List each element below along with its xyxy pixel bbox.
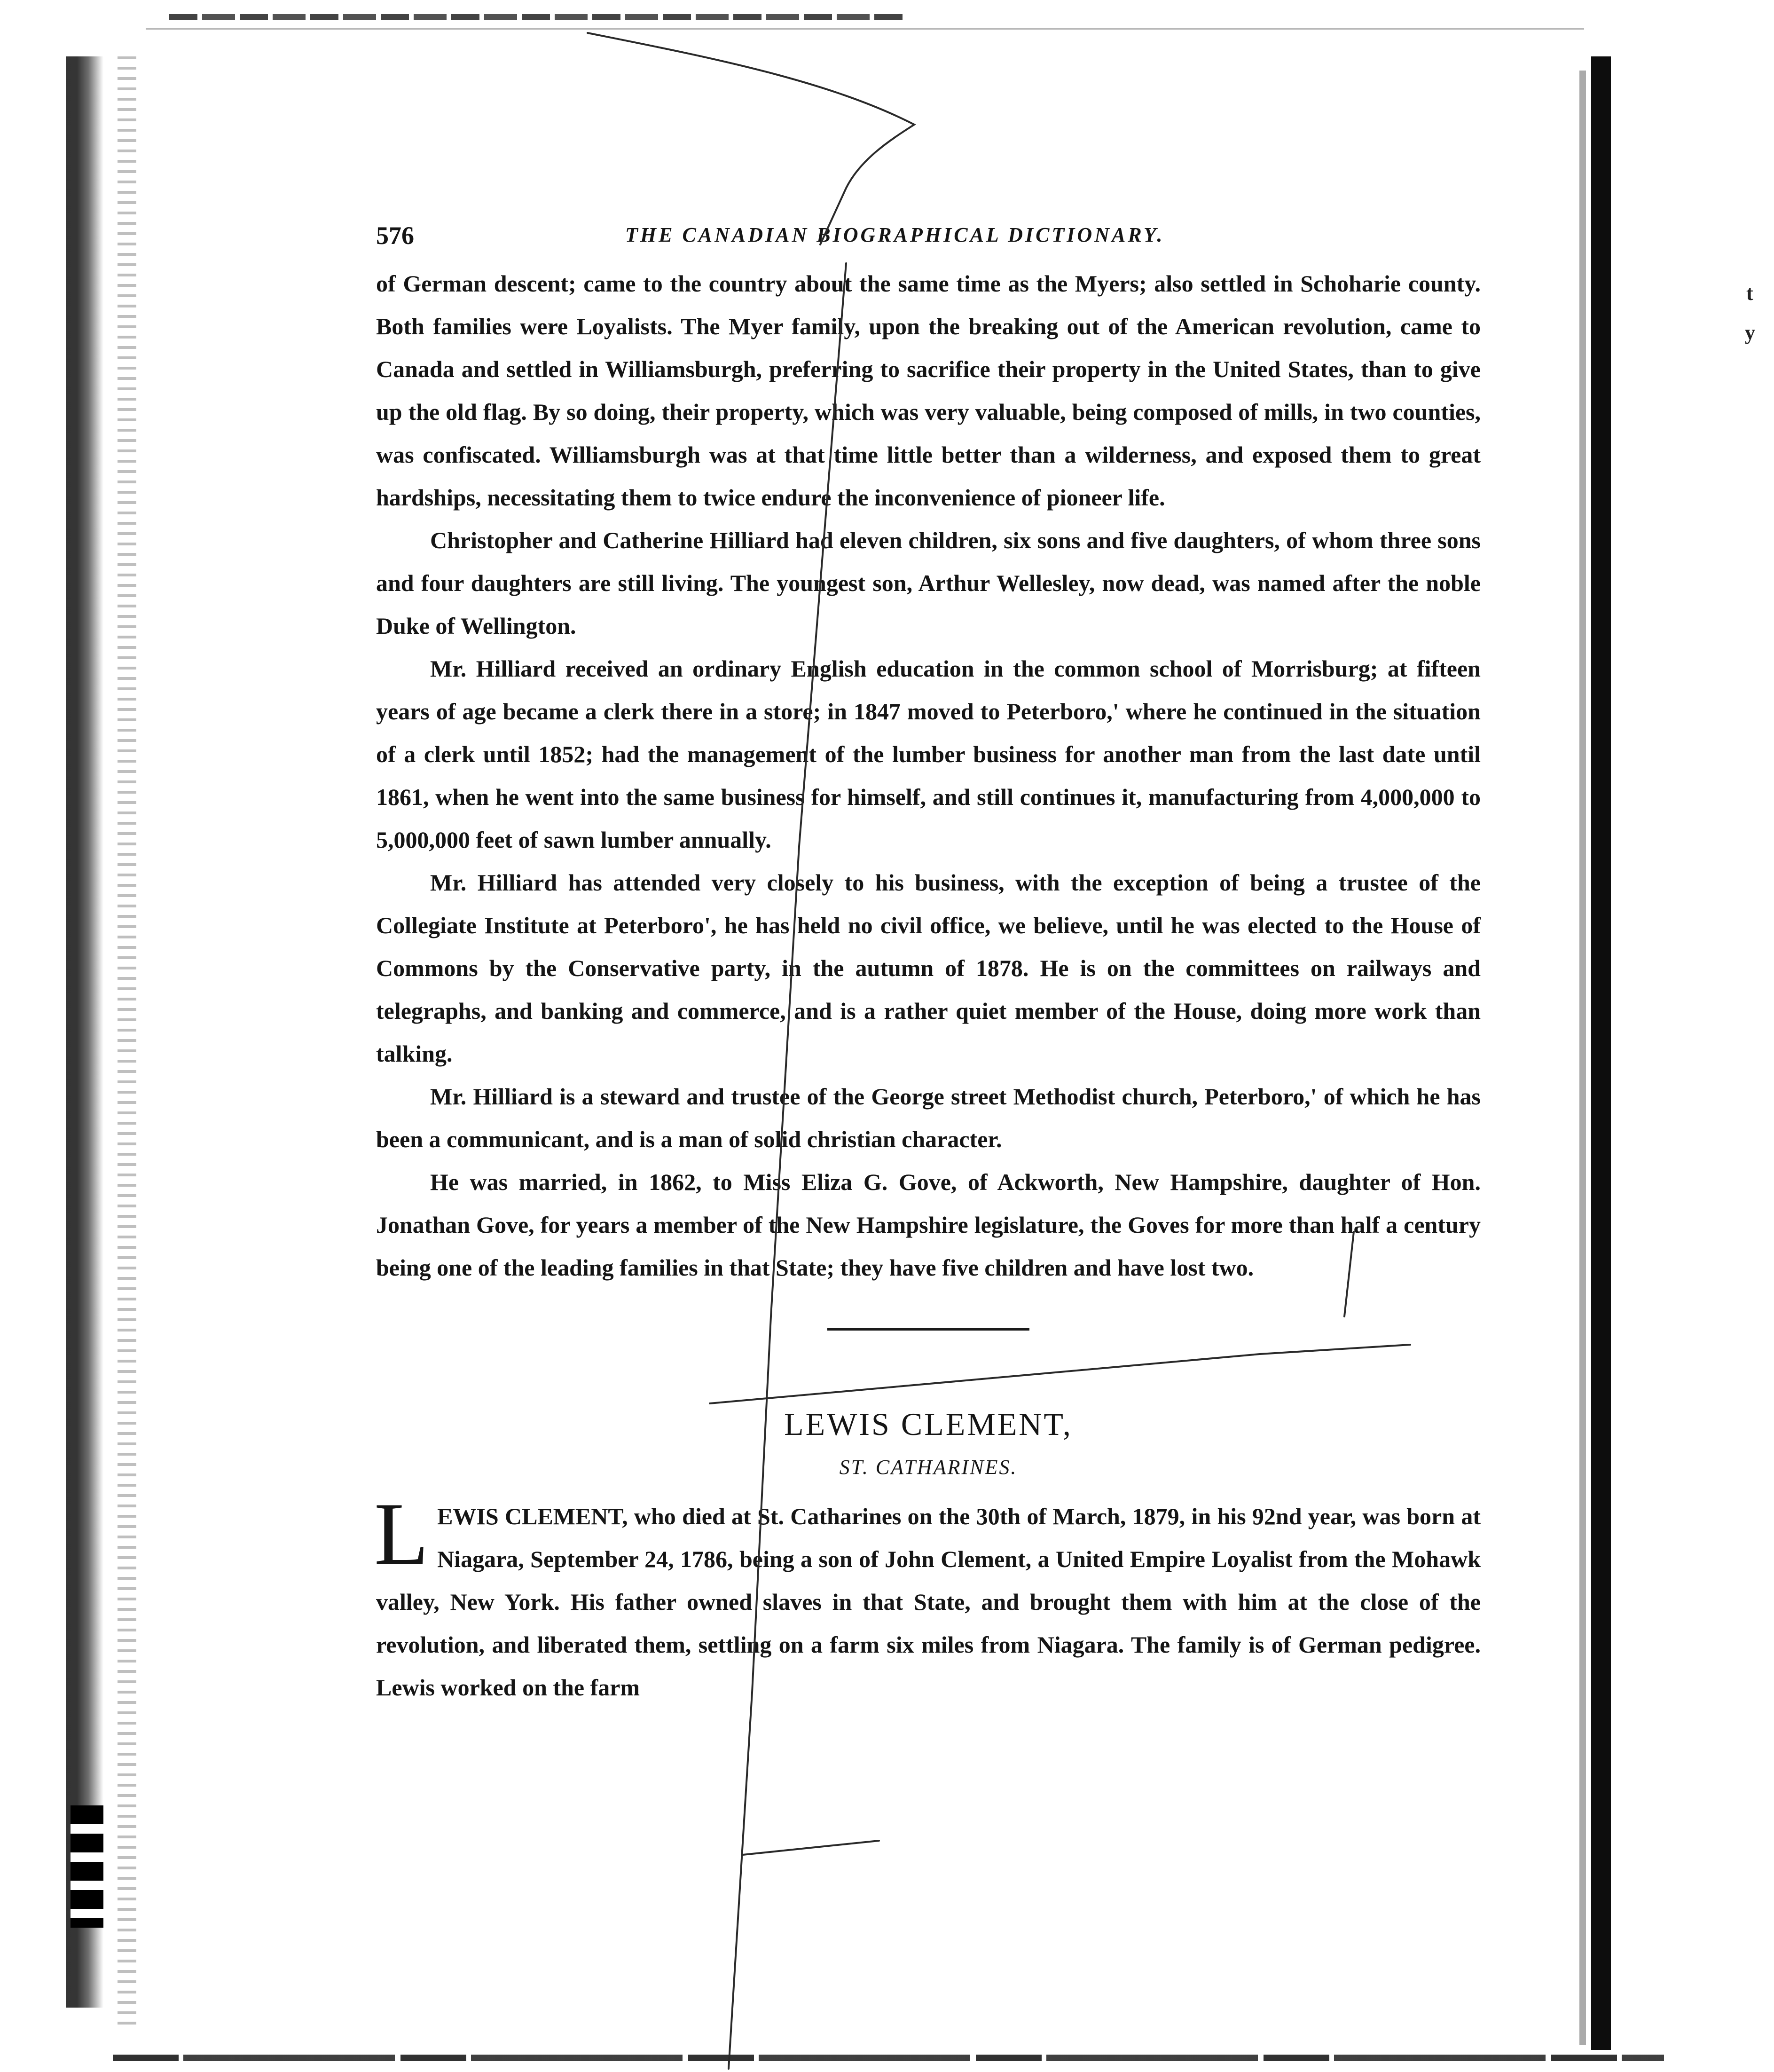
entry-lead-text: EWIS CLEMENT, who died at St. Catharines on the 30th of March, 1879, in his 92nd year, was born at Niagara, September 24, 1786, being a son of John Clement, a United Empire Loyalist from the Mohawk valley, New York. His father owned slaves in that State, and brought them with him at the close of the revolution, and liberated them, settling on a farm six miles from Niagara. The family is of German pedigree. Lewis worked on the farm <box>376 1503 1481 1701</box>
scan-margin-blocks <box>71 1805 103 1928</box>
paragraph: Mr. Hilliard has attended very closely to his business, with the exception of being a trustee of the Collegiate Institute at Peterboro', he has held no civil office, we believe, until he was elected to the House of Commons by the Conservative party, in the autumn of 1878. He is on the committees on railways and telegraphs, and banking and commerce, and is a rather quiet member of the House, doing more work than talking. <box>376 869 1481 1067</box>
drop-cap: L <box>374 1485 429 1584</box>
scan-gutter-left <box>66 56 103 2008</box>
paragraph: Mr. Hilliard is a steward and trustee of the George street Methodist church, Peterboro,' of which he has been a communicant, and is a man of solid christian character. <box>376 1083 1481 1152</box>
scan-gutter-left-marks <box>118 56 136 2031</box>
body-text <box>376 262 1481 1289</box>
paragraph: Christopher and Catherine Hilliard had eleven children, six sons and five daughters, of whom three sons and four daughters are still living. The youngest son, Arthur Wellesley, now dead, was named after the noble Duke of Wellington. <box>376 527 1481 639</box>
paragraph: Mr. Hilliard received an ordinary English education in the common school of Morrisburg; at fifteen years of age became a clerk there in a store; in 1847 moved to Peterboro,' where he continued in the situation of a clerk until 1852; had the management of the lumber business for another man from the last date until 1861, when he went into the same business for himself, and still continues it, manufacturing from 4,000,000 to 5,000,000 feet of sawn lumber annually. <box>376 655 1481 853</box>
scan-artifact-top <box>169 14 903 20</box>
page-edge <box>146 28 1584 30</box>
scan-spine-right <box>1591 56 1611 2050</box>
margin-fragment-top: t <box>1746 282 1753 305</box>
entry-place: ST. CATHARINES. <box>839 1456 1018 1479</box>
pencil-stroke <box>588 33 914 244</box>
page-number: 576 <box>376 221 414 250</box>
pencil-stroke <box>743 1841 879 1855</box>
margin-fragment-bottom: y <box>1745 321 1755 344</box>
book-page <box>376 221 1481 1709</box>
scan-artifact-bottom <box>113 2055 1664 2061</box>
running-head <box>376 221 1481 249</box>
paragraph: He was married, in 1862, to Miss Eliza G. Gove, of Ackworth, New Hampshire, daughter of Hon. Jonathan Gove, for years a member of the New Hampshire legislature, the Goves for more than half a century being one of the leading families in that State; they have five children and have lost two. <box>376 1169 1481 1281</box>
section-divider <box>827 1328 1029 1331</box>
entry-lead-paragraph <box>374 1485 1481 1709</box>
running-title: THE CANADIAN BIOGRAPHICAL DICTIONARY. <box>625 223 1165 246</box>
paragraph: of German descent; came to the country about the same time as the Myers; also settled in Schoharie county. Both families were Loyalists. The Myer family, upon the breaking out of the American revolution, came to Canada and settled in Williamsburgh, preferring to sacrifice their property in the United States, than to give up the old flag. By so doing, their property, which was very valuable, being composed of mills, in two counties, was confiscated. Williamsburgh was at that time little better than a wilderness, and exposed them to great hardships, necessitating them to twice endure the inconvenience of pioneer life. <box>376 270 1481 511</box>
entry-heading: LEWIS CLEMENT, <box>784 1406 1073 1442</box>
scan-spine-edge <box>1579 71 1586 2045</box>
